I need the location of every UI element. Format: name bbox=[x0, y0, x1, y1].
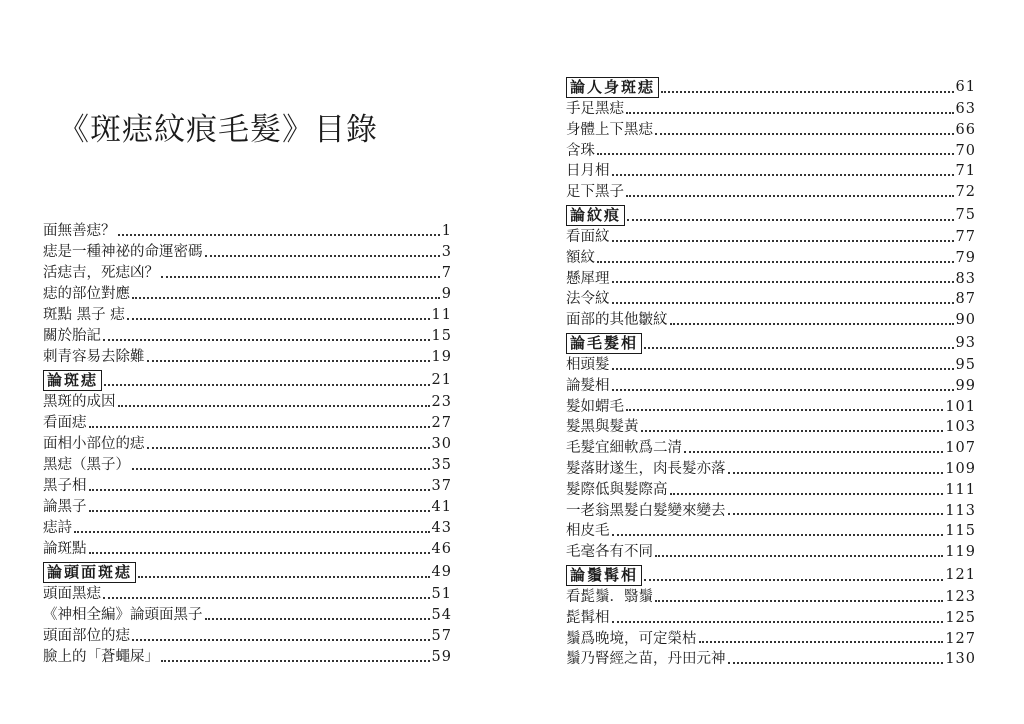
toc-page-number: 99 bbox=[955, 377, 976, 394]
toc-page-number: 72 bbox=[955, 184, 976, 201]
toc-entry bbox=[566, 289, 976, 310]
toc-entry bbox=[43, 413, 452, 434]
toc-page-number: 87 bbox=[955, 291, 976, 308]
toc-dot-leader bbox=[205, 255, 440, 257]
toc-dot-leader bbox=[612, 389, 954, 391]
toc-entry-label: 髮黑與髮黃 bbox=[566, 419, 639, 436]
toc-entry-label: 相頭髮 bbox=[566, 356, 610, 373]
toc-dot-leader bbox=[641, 430, 944, 432]
toc-dot-leader bbox=[728, 472, 944, 474]
toc-dot-leader bbox=[626, 195, 954, 197]
toc-entry-label: 面相小部位的痣 bbox=[43, 436, 145, 452]
toc-dot-leader bbox=[127, 318, 430, 320]
toc-entry-label: 頭面黑痣 bbox=[43, 586, 101, 602]
toc-entry bbox=[566, 397, 976, 418]
toc-dot-leader bbox=[89, 489, 430, 491]
toc-entry bbox=[43, 539, 452, 560]
toc-dot-leader bbox=[103, 339, 430, 341]
toc-page-number: 101 bbox=[945, 398, 976, 415]
toc-entry-label: 痣詩 bbox=[43, 520, 72, 536]
toc-page-number: 79 bbox=[955, 249, 976, 266]
toc-entry bbox=[566, 629, 976, 650]
toc-entry bbox=[566, 269, 976, 290]
toc-dot-leader bbox=[670, 323, 954, 325]
page-title: 《斑痣紋痕毛髮》目錄 bbox=[58, 112, 378, 148]
toc-entry bbox=[43, 347, 452, 368]
toc-dot-leader bbox=[655, 600, 943, 602]
toc-entry bbox=[566, 542, 976, 563]
toc-dot-leader bbox=[612, 240, 954, 242]
toc-page-number: 107 bbox=[945, 440, 976, 457]
toc-entry-label: 論斑點 bbox=[43, 541, 87, 557]
toc-entry bbox=[566, 608, 976, 629]
toc-page-number: 61 bbox=[955, 79, 976, 95]
toc-dot-leader bbox=[205, 618, 430, 620]
toc-page-number: 3 bbox=[441, 244, 452, 260]
toc-page-number: 41 bbox=[431, 499, 452, 515]
toc-page-number: 63 bbox=[955, 101, 976, 117]
toc-entry-label: 面無善痣？ bbox=[43, 223, 116, 239]
toc-entry bbox=[566, 649, 976, 670]
toc-section-label: 論毛髮相 bbox=[566, 333, 642, 354]
toc-page-number: 37 bbox=[431, 478, 452, 494]
toc-entry-label: 論黑子 bbox=[43, 499, 87, 515]
toc-entry-label: 日月相 bbox=[566, 163, 610, 180]
toc-entry bbox=[43, 263, 452, 284]
toc-entry bbox=[566, 227, 976, 248]
toc-page-number: 15 bbox=[431, 328, 452, 344]
toc-section-label: 論鬚髯相 bbox=[566, 565, 642, 586]
toc-dot-leader bbox=[161, 660, 430, 662]
toc-entry-label: 斑點 黑子 痣 bbox=[43, 307, 125, 323]
toc-entry bbox=[43, 605, 452, 626]
toc-dot-leader bbox=[132, 468, 430, 470]
toc-page-number: 103 bbox=[945, 419, 976, 436]
toc-entry bbox=[566, 355, 976, 376]
toc-page-number: 95 bbox=[955, 356, 976, 373]
toc-entry bbox=[43, 518, 452, 539]
toc-dot-leader bbox=[612, 174, 954, 176]
toc-page-number: 123 bbox=[945, 588, 976, 605]
toc-dot-leader bbox=[699, 641, 944, 643]
toc-entry-label: 鬚乃腎經之苗，丹田元神 bbox=[566, 651, 726, 668]
toc-entry bbox=[566, 248, 976, 269]
toc-entry-label: 額紋 bbox=[566, 249, 595, 266]
toc-page-number: 70 bbox=[955, 142, 976, 159]
toc-entry bbox=[43, 305, 452, 326]
toc-entry-label: 看面痣 bbox=[43, 415, 87, 431]
toc-entry bbox=[43, 584, 452, 605]
toc-page-number: 11 bbox=[431, 307, 452, 323]
toc-entry bbox=[566, 141, 976, 162]
toc-page-number: 115 bbox=[945, 523, 976, 540]
toc-entry-label: 黑斑的成因 bbox=[43, 394, 116, 410]
toc-section-label: 論斑痣 bbox=[43, 370, 102, 391]
toc-entry-label: 毛髮宜細軟爲二清 bbox=[566, 440, 682, 457]
toc-page-number: 35 bbox=[431, 457, 452, 473]
toc-entry-label: 黑子相 bbox=[43, 478, 87, 494]
toc-entry-label: 鬚爲晚境，可定榮枯 bbox=[566, 630, 697, 647]
toc-section-heading bbox=[43, 368, 452, 392]
toc-page-number: 75 bbox=[955, 206, 976, 223]
toc-page-number: 59 bbox=[431, 649, 452, 665]
toc-dot-leader bbox=[138, 576, 430, 578]
toc-entry-label: 面部的其他皺紋 bbox=[566, 312, 668, 329]
toc-page-number: 9 bbox=[441, 286, 452, 302]
toc-dot-leader bbox=[132, 297, 440, 299]
toc-page-number: 66 bbox=[955, 121, 976, 138]
toc-entry bbox=[566, 501, 976, 522]
toc-entry bbox=[566, 310, 976, 331]
toc-page-number: 57 bbox=[431, 628, 452, 644]
toc-dot-leader bbox=[118, 234, 440, 236]
toc-entry-label: 刺青容易去除難 bbox=[43, 349, 145, 365]
toc-page-number: 43 bbox=[431, 520, 452, 536]
toc-entry bbox=[43, 647, 452, 668]
toc-dot-leader bbox=[670, 493, 944, 495]
toc-section-label: 論紋痕 bbox=[566, 205, 625, 226]
toc-entry bbox=[43, 434, 452, 455]
toc-entry-label: 手足黑痣 bbox=[566, 101, 624, 117]
toc-dot-leader bbox=[118, 405, 430, 407]
toc-page-number: 23 bbox=[431, 394, 452, 410]
toc-section-label: 論頭面斑痣 bbox=[43, 562, 136, 583]
toc-section-heading bbox=[566, 75, 976, 99]
toc-page-number: 30 bbox=[431, 436, 452, 452]
toc-dot-leader bbox=[147, 360, 430, 362]
toc-entry bbox=[43, 242, 452, 263]
toc-entry bbox=[43, 497, 452, 518]
toc-entry bbox=[566, 417, 976, 438]
toc-dot-leader bbox=[612, 621, 944, 623]
toc-dot-leader bbox=[644, 579, 943, 581]
toc-entry-label: 足下黑子 bbox=[566, 184, 624, 201]
toc-entry-label: 一老翁黑髮白髮變來變去 bbox=[566, 502, 726, 519]
toc-dot-leader bbox=[132, 639, 430, 641]
toc-dot-leader bbox=[627, 219, 954, 221]
toc-dot-leader bbox=[74, 531, 430, 533]
toc-entry bbox=[43, 455, 452, 476]
toc-dot-leader bbox=[89, 426, 430, 428]
toc-page-number: 51 bbox=[431, 586, 452, 602]
toc-left-column bbox=[43, 221, 452, 668]
toc-entry bbox=[43, 476, 452, 497]
toc-page-number: 71 bbox=[955, 163, 976, 180]
toc-dot-leader bbox=[104, 384, 430, 386]
toc-entry-label: 臉上的「蒼蠅屎」 bbox=[43, 649, 159, 665]
toc-entry bbox=[566, 587, 976, 608]
toc-entry-label: 痣的部位對應 bbox=[43, 286, 130, 302]
toc-entry-label: 《神相全編》論頭面黑子 bbox=[43, 607, 203, 623]
toc-dot-leader bbox=[103, 597, 430, 599]
toc-section-heading bbox=[566, 331, 976, 355]
toc-dot-leader bbox=[684, 451, 943, 453]
toc-page-number: 49 bbox=[431, 564, 452, 580]
toc-page-number: 130 bbox=[945, 651, 976, 668]
toc-section-label: 論人身斑痣 bbox=[566, 77, 659, 98]
toc-dot-leader bbox=[161, 276, 440, 278]
toc-entry bbox=[566, 161, 976, 182]
toc-dot-leader bbox=[612, 302, 954, 304]
toc-dot-leader bbox=[147, 447, 430, 449]
toc-page-number: 27 bbox=[431, 415, 452, 431]
toc-entry bbox=[566, 99, 976, 120]
toc-entry bbox=[566, 376, 976, 397]
toc-entry bbox=[566, 438, 976, 459]
toc-dot-leader bbox=[626, 112, 954, 114]
toc-dot-leader bbox=[612, 368, 954, 370]
toc-page-number: 113 bbox=[945, 502, 976, 519]
toc-page-number: 127 bbox=[945, 630, 976, 647]
toc-entry bbox=[43, 326, 452, 347]
toc-entry bbox=[566, 521, 976, 542]
toc-entry bbox=[43, 392, 452, 413]
toc-entry-label: 毛毫各有不同 bbox=[566, 544, 653, 561]
toc-dot-leader bbox=[728, 662, 944, 664]
toc-page-number: 21 bbox=[431, 372, 452, 388]
toc-entry-label: 相皮毛 bbox=[566, 523, 610, 540]
toc-dot-leader bbox=[612, 534, 944, 536]
toc-dot-leader bbox=[612, 281, 954, 283]
toc-entry bbox=[566, 480, 976, 501]
toc-page-number: 7 bbox=[441, 265, 452, 281]
toc-entry-label: 頭面部位的痣 bbox=[43, 628, 130, 644]
toc-page-number: 46 bbox=[431, 541, 452, 557]
toc-entry bbox=[43, 221, 452, 242]
toc-entry-label: 關於胎記 bbox=[43, 328, 101, 344]
toc-dot-leader bbox=[89, 552, 430, 554]
toc-entry bbox=[43, 284, 452, 305]
toc-dot-leader bbox=[626, 409, 943, 411]
toc-page-number: 1 bbox=[441, 223, 452, 239]
toc-entry-label: 髮如蝟毛 bbox=[566, 398, 624, 415]
toc-page-number: 93 bbox=[955, 334, 976, 351]
toc-page-number: 109 bbox=[945, 460, 976, 477]
toc-page-number: 54 bbox=[431, 607, 452, 623]
toc-dot-leader bbox=[597, 261, 954, 263]
toc-right-column bbox=[566, 75, 976, 670]
toc-section-heading bbox=[566, 563, 976, 587]
toc-entry-label: 法令紋 bbox=[566, 291, 610, 308]
toc-page-number: 77 bbox=[955, 228, 976, 245]
toc-dot-leader bbox=[655, 555, 943, 557]
toc-entry-label: 含珠 bbox=[566, 142, 595, 159]
toc-entry-label: 黑痣（黑子） bbox=[43, 457, 130, 473]
toc-page-number: 111 bbox=[945, 481, 976, 498]
toc-dot-leader bbox=[728, 513, 944, 515]
toc-dot-leader bbox=[655, 133, 954, 135]
toc-page-number: 119 bbox=[945, 544, 976, 561]
toc-entry-label: 髮落財遂生，肉長髮亦落 bbox=[566, 460, 726, 477]
toc-entry-label: 髮際低與髮際高 bbox=[566, 481, 668, 498]
toc-entry-label: 看面紋 bbox=[566, 228, 610, 245]
toc-entry bbox=[566, 120, 976, 141]
toc-page-number: 83 bbox=[955, 270, 976, 287]
toc-entry bbox=[43, 626, 452, 647]
toc-page-number: 125 bbox=[945, 609, 976, 626]
toc-entry-label: 看髭鬚．翳鬚 bbox=[566, 588, 653, 605]
toc-page-number: 19 bbox=[431, 349, 452, 365]
toc-entry-label: 活痣吉，死痣凶？ bbox=[43, 265, 159, 281]
toc-entry-label: 論髮相 bbox=[566, 377, 610, 394]
toc-section-heading bbox=[566, 203, 976, 227]
toc-entry-label: 懸犀理 bbox=[566, 270, 610, 287]
toc-entry-label: 身體上下黑痣 bbox=[566, 121, 653, 138]
toc-page-number: 121 bbox=[945, 566, 976, 583]
toc-dot-leader bbox=[644, 347, 954, 349]
toc-dot-leader bbox=[661, 91, 954, 93]
toc-dot-leader bbox=[597, 153, 954, 155]
toc-entry bbox=[566, 459, 976, 480]
toc-entry-label: 痣是一種神祕的命運密碼 bbox=[43, 244, 203, 260]
toc-entry-label: 髭髯相 bbox=[566, 609, 610, 626]
toc-section-heading bbox=[43, 560, 452, 584]
toc-page-number: 90 bbox=[955, 312, 976, 329]
toc-dot-leader bbox=[89, 510, 430, 512]
toc-entry bbox=[566, 182, 976, 203]
